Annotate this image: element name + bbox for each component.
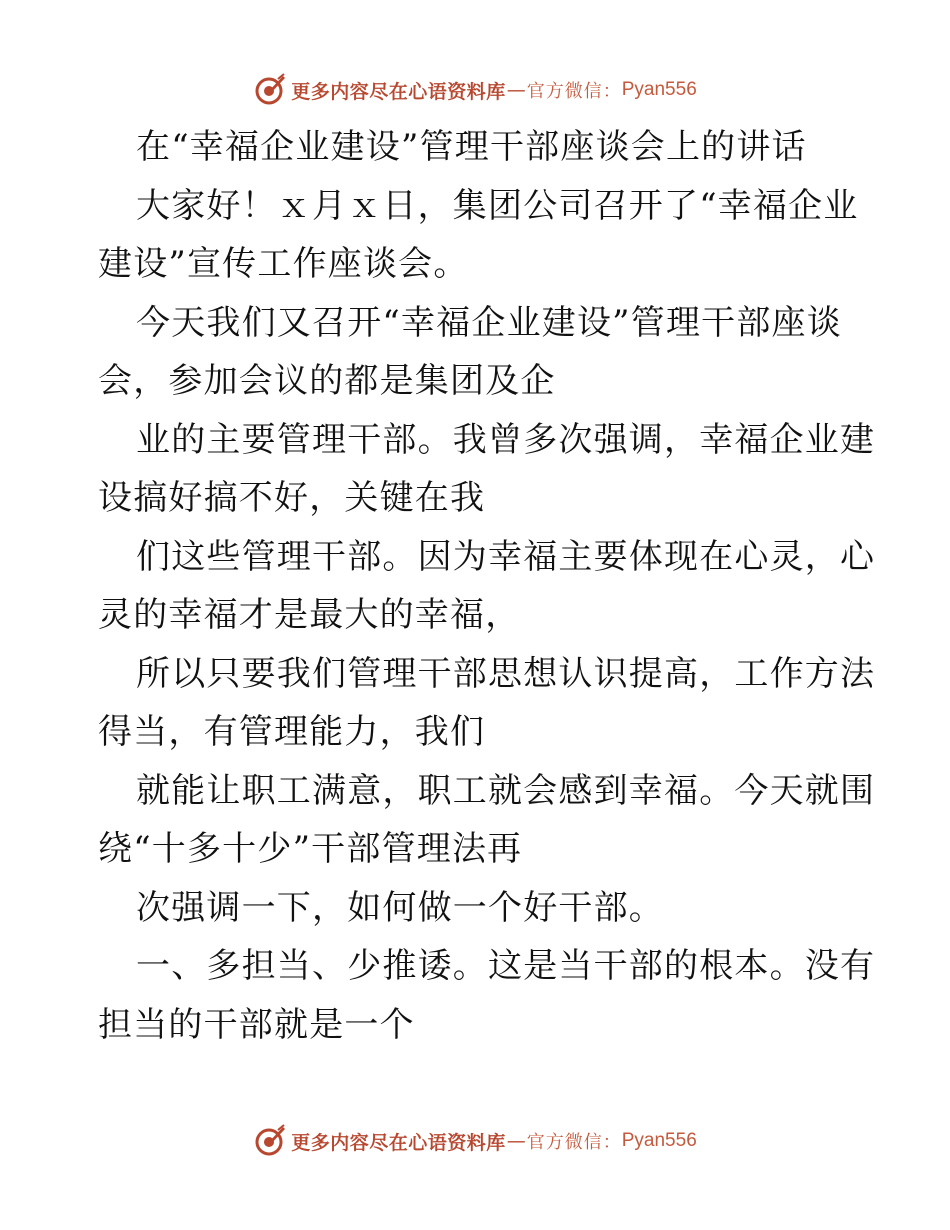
header-wechat-id: Pyan556 — [621, 79, 697, 100]
paragraph-line: 建设”宣传工作座谈会。 — [98, 244, 469, 284]
paragraph-line: 得当，有管理能力，我们 — [98, 712, 486, 752]
paragraph-line: 担当的干部就是一个 — [98, 1004, 415, 1045]
paragraph-line: 设搞好搞不好，关键在我 — [98, 478, 486, 518]
header-separator: — — [506, 79, 526, 101]
paragraph-line: 今天我们又召开“幸福企业建设”管理干部座谈 — [136, 302, 842, 343]
header-wechat-label: 官方微信： — [526, 81, 622, 102]
footer-banner — [0, 1121, 950, 1161]
paragraph-line: 大家好！ｘ月ｘ日，集团公司召开了“幸福企业 — [136, 185, 859, 226]
paragraph-line: 业的主要管理干部。我曾多次强调，幸福企业建 — [136, 419, 876, 460]
paragraph-line: 会，参加会议的都是集团及企 — [98, 361, 556, 401]
footer-separator: — — [506, 1130, 526, 1152]
footer-wechat-id: Pyan556 — [621, 1130, 697, 1151]
header-banner — [0, 70, 950, 110]
document-title: 在“幸福企业建设”管理干部座谈会上的讲话 — [136, 127, 807, 167]
paragraph-line: 们这些管理干部。因为幸福主要体现在心灵，心 — [136, 536, 876, 577]
paragraph-line: 次强调一下，如何做一个好干部。 — [136, 887, 664, 928]
paragraph-line: 灵的幸福才是最大的幸福， — [98, 595, 521, 635]
document-body — [98, 118, 876, 1054]
header-brand-text: 更多内容尽在心语资料库 — [291, 80, 506, 103]
paragraph-line: 就能让职工满意，职工就会感到幸福。今天就围 — [136, 770, 876, 811]
quill-pen-circle-icon — [253, 1124, 287, 1158]
footer-wechat-label: 官方微信： — [526, 1132, 622, 1153]
paragraph-line: 所以只要我们管理干部思想认识提高，工作方法 — [136, 653, 876, 694]
quill-pen-circle-icon — [253, 73, 287, 107]
paragraph-line: 一、多担当、少推诿。这是当干部的根本。没有 — [136, 946, 876, 986]
paragraph-line: 绕“十多十少”干部管理法再 — [98, 829, 523, 869]
footer-brand-text: 更多内容尽在心语资料库 — [291, 1131, 506, 1154]
